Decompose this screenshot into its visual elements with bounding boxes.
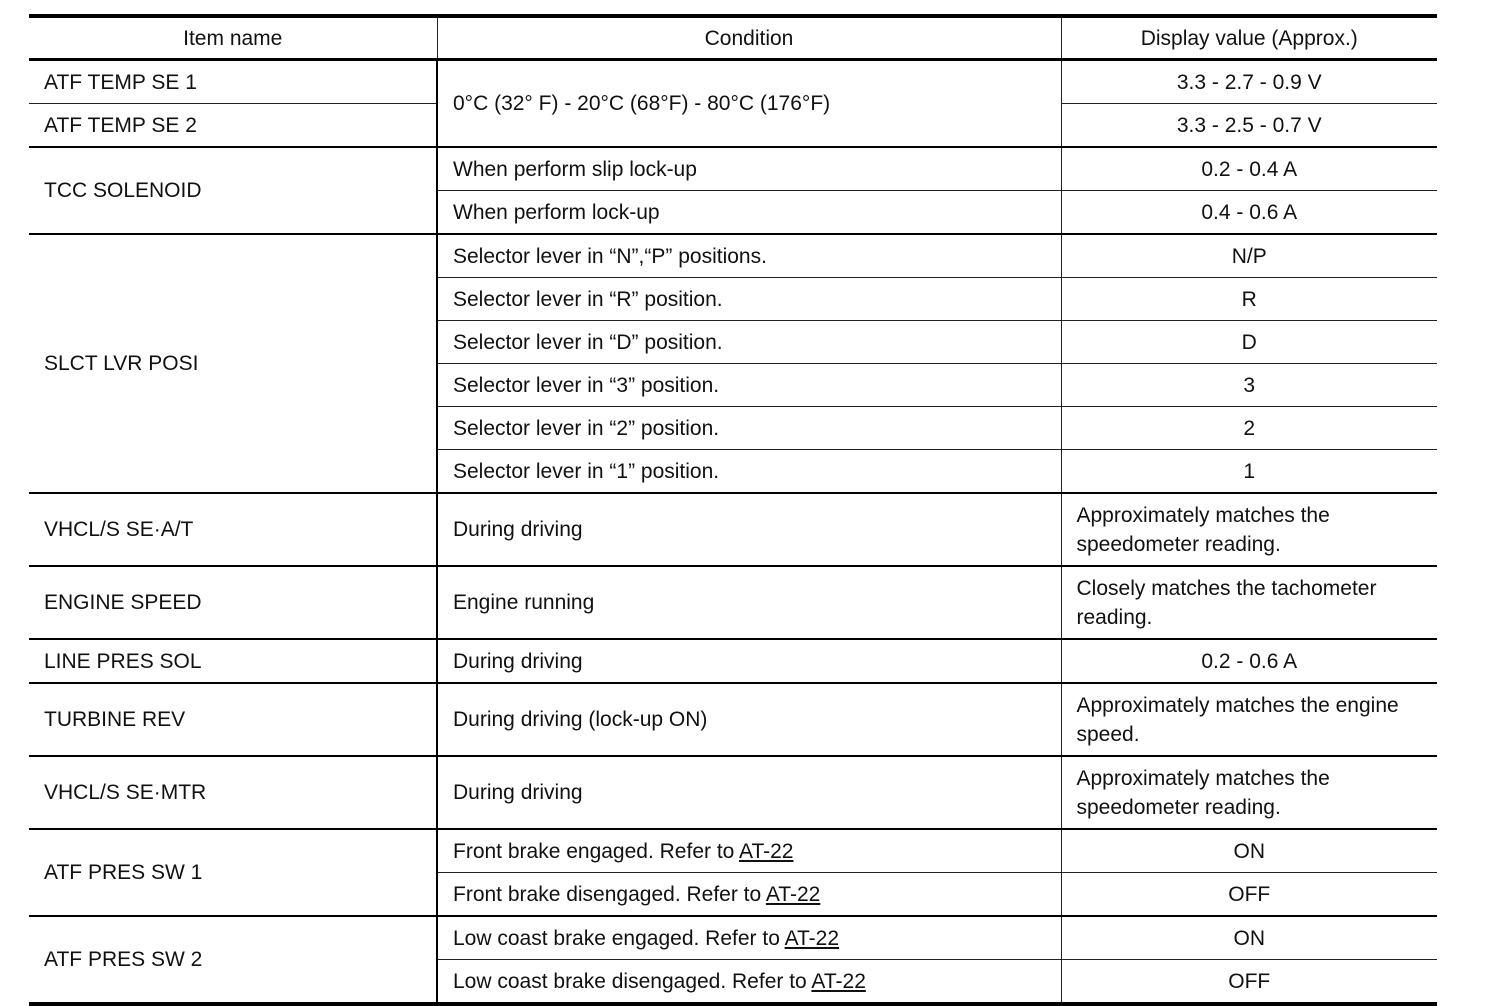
header-condition: Condition xyxy=(437,16,1061,60)
display-value-table xyxy=(29,14,1437,1006)
condition-text: Low coast brake disengaged. Refer to xyxy=(453,969,812,993)
condition-selector-np: Selector lever in “N”,“P” positions. xyxy=(437,234,1061,278)
condition-selector-3: Selector lever in “3” position. xyxy=(437,364,1061,407)
reference-link-at22[interactable]: AT-22 xyxy=(811,969,866,993)
item-slct-lvr-posi: SLCT LVR POSI xyxy=(29,234,437,493)
table-row xyxy=(29,639,1437,683)
table-row xyxy=(29,566,1437,639)
condition-vhcl-se-mtr: During driving xyxy=(437,756,1061,829)
condition-engine-speed: Engine running xyxy=(437,566,1061,639)
condition-text: Front brake engaged. Refer to xyxy=(453,839,740,863)
value-selector-d: D xyxy=(1061,321,1437,364)
value-atf-temp-se2: 3.3 - 2.5 - 0.7 V xyxy=(1061,104,1437,148)
table-row xyxy=(29,60,1437,104)
value-selector-3: 3 xyxy=(1061,364,1437,407)
condition-atf-temp: 0°C (32° F) - 20°C (68°F) - 80°C (176°F) xyxy=(437,60,1061,148)
value-turbine-rev: Approximately matches the engine speed. xyxy=(1061,683,1437,756)
item-atf-temp-se1: ATF TEMP SE 1 xyxy=(29,60,437,104)
value-atf-temp-se1: 3.3 - 2.7 - 0.9 V xyxy=(1061,60,1437,104)
value-selector-2: 2 xyxy=(1061,407,1437,450)
condition-selector-r: Selector lever in “R” position. xyxy=(437,278,1061,321)
value-line-pres-sol: 0.2 - 0.6 A xyxy=(1061,639,1437,683)
table-header-row xyxy=(29,16,1437,60)
item-atf-pres-sw2: ATF PRES SW 2 xyxy=(29,916,437,1004)
table-row xyxy=(29,234,1437,278)
value-front-brake-engaged: ON xyxy=(1061,829,1437,873)
item-vhcl-se-at: VHCL/S SE·A/T xyxy=(29,493,437,566)
condition-tcc-lockup: When perform lock-up xyxy=(437,191,1061,235)
condition-text: Front brake disengaged. Refer to xyxy=(453,882,766,906)
table-row xyxy=(29,147,1437,191)
value-selector-1: 1 xyxy=(1061,450,1437,494)
condition-tcc-slip: When perform slip lock-up xyxy=(437,147,1061,191)
header-item-name: Item name xyxy=(29,16,437,60)
item-vhcl-se-mtr: VHCL/S SE·MTR xyxy=(29,756,437,829)
spec-table-wrapper xyxy=(29,14,1437,1006)
value-selector-r: R xyxy=(1061,278,1437,321)
value-vhcl-se-at: Approximately matches the speedometer reading. xyxy=(1061,493,1437,566)
reference-link-at22[interactable]: AT-22 xyxy=(784,926,840,950)
condition-selector-1: Selector lever in “1” position. xyxy=(437,450,1061,494)
condition-line-pres-sol: During driving xyxy=(437,639,1061,683)
condition-turbine-rev: During driving (lock-up ON) xyxy=(437,683,1061,756)
reference-link-at22[interactable]: AT-22 xyxy=(765,882,821,906)
value-selector-np: N/P xyxy=(1061,234,1437,278)
item-tcc-solenoid: TCC SOLENOID xyxy=(29,147,437,234)
value-tcc-lockup: 0.4 - 0.6 A xyxy=(1061,191,1437,235)
value-front-brake-disengaged: OFF xyxy=(1061,873,1437,917)
value-tcc-slip: 0.2 - 0.4 A xyxy=(1061,147,1437,191)
value-vhcl-se-mtr: Approximately matches the speedometer reading. xyxy=(1061,756,1437,829)
table-row xyxy=(29,493,1437,566)
condition-front-brake-disengaged xyxy=(437,873,1061,917)
item-turbine-rev: TURBINE REV xyxy=(29,683,437,756)
condition-text: Low coast brake engaged. Refer to xyxy=(453,926,785,950)
reference-link-at22[interactable]: AT-22 xyxy=(739,839,794,863)
header-display-value: Display value (Approx.) xyxy=(1061,16,1437,60)
value-low-coast-disengaged: OFF xyxy=(1061,960,1437,1005)
item-engine-speed: ENGINE SPEED xyxy=(29,566,437,639)
value-low-coast-engaged: ON xyxy=(1061,916,1437,960)
condition-low-coast-disengaged xyxy=(437,960,1061,1005)
table-row xyxy=(29,916,1437,960)
value-engine-speed: Closely matches the tachometer reading. xyxy=(1061,566,1437,639)
item-atf-pres-sw1: ATF PRES SW 1 xyxy=(29,829,437,916)
condition-vhcl-se-at: During driving xyxy=(437,493,1061,566)
table-row xyxy=(29,829,1437,873)
condition-low-coast-engaged xyxy=(437,916,1061,960)
condition-selector-d: Selector lever in “D” position. xyxy=(437,321,1061,364)
condition-front-brake-engaged xyxy=(437,829,1061,873)
table-row xyxy=(29,756,1437,829)
table-row xyxy=(29,683,1437,756)
item-atf-temp-se2: ATF TEMP SE 2 xyxy=(29,104,437,148)
item-line-pres-sol: LINE PRES SOL xyxy=(29,639,437,683)
condition-selector-2: Selector lever in “2” position. xyxy=(437,407,1061,450)
